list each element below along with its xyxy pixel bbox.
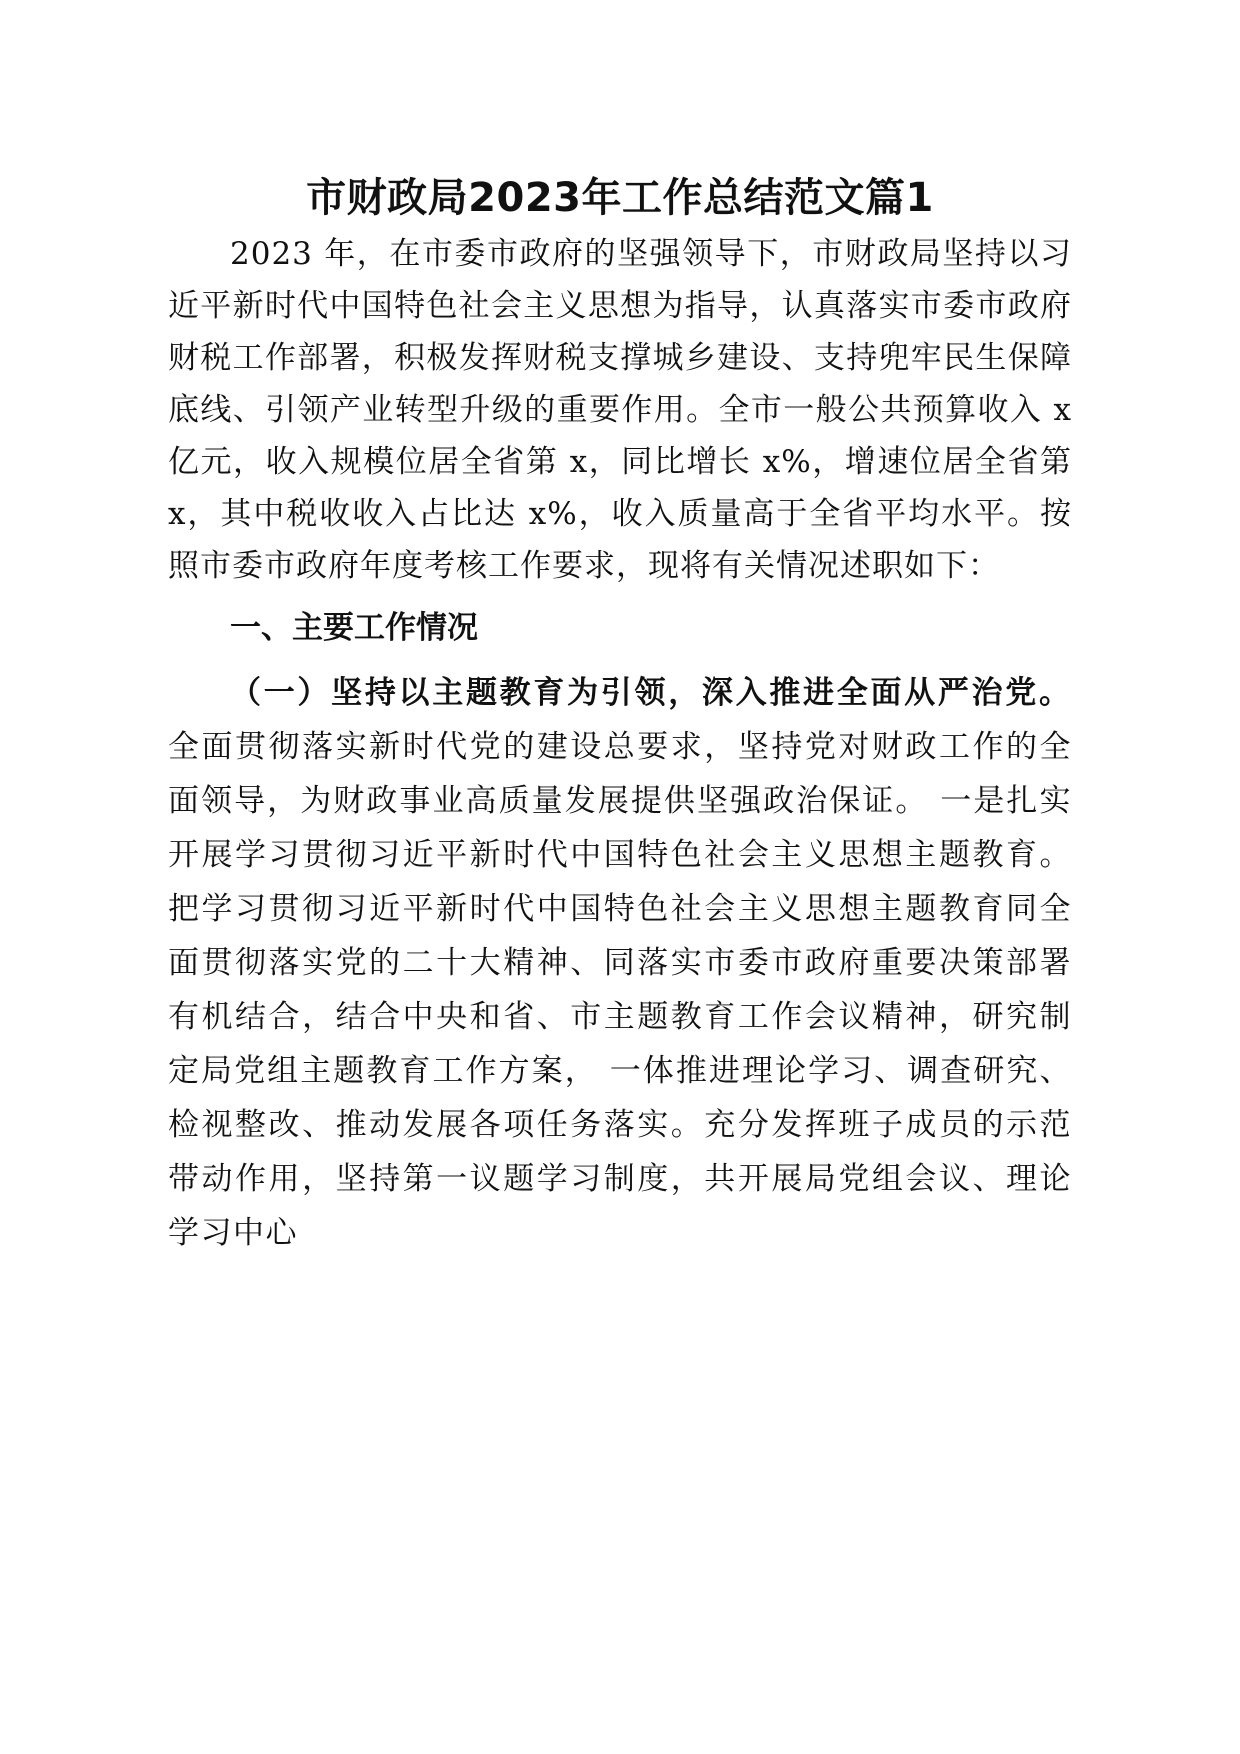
intro-paragraph: 2023 年，在市委市政府的坚强领导下，市财政局坚持以习近平新时代中国特色社会主义思想为指导，认真落实市委市政府财税工作部署，积极发挥财税支撑城乡建设、支持兜牢民生保障底线、引领产业转型升级的重要作用。全市一般公共预算收入 x 亿元，收入规模位居全省第 x，同比增长 x%，增速位居全省第 x，其中税收收入占比达 x%，收入质量高于全省平均水平。按照市委市政府年度考核工作要求，现将有关情况述职如下：	[168, 236, 1072, 584]
document-body	[168, 168, 1072, 1260]
section-heading: 一、主要工作情况	[230, 610, 478, 646]
subsection-paragraph	[168, 666, 1072, 1260]
subsection-lead: （一）坚持以主题教育为引领，深入推进全面从严治党。	[230, 675, 1072, 711]
document-title: 市财政局2023年工作总结范文篇1	[306, 175, 934, 221]
subsection-text: 全面贯彻落实新时代党的建设总要求，坚持党对财政工作的全面领导，为财政事业高质量发展提供坚强政治保证。 一是扎实开展学习贯彻习近平新时代中国特色社会主义思想主题教育。把学习贯彻习近平新时代中国特色社会主义思想主题教育同全面贯彻落实党的二十大精神、同落实市委市政府重要决策部署有机结合，结合中央和省、市主题教育工作会议精神，研究制定局党组主题教育工作方案， 一体推进理论学习、调查研究、检视整改、推动发展各项任务落实。充分发挥班子成员的示范带动作用，坚持第一议题学习制度，共开展局党组会议、理论学习中心	[168, 729, 1072, 1251]
